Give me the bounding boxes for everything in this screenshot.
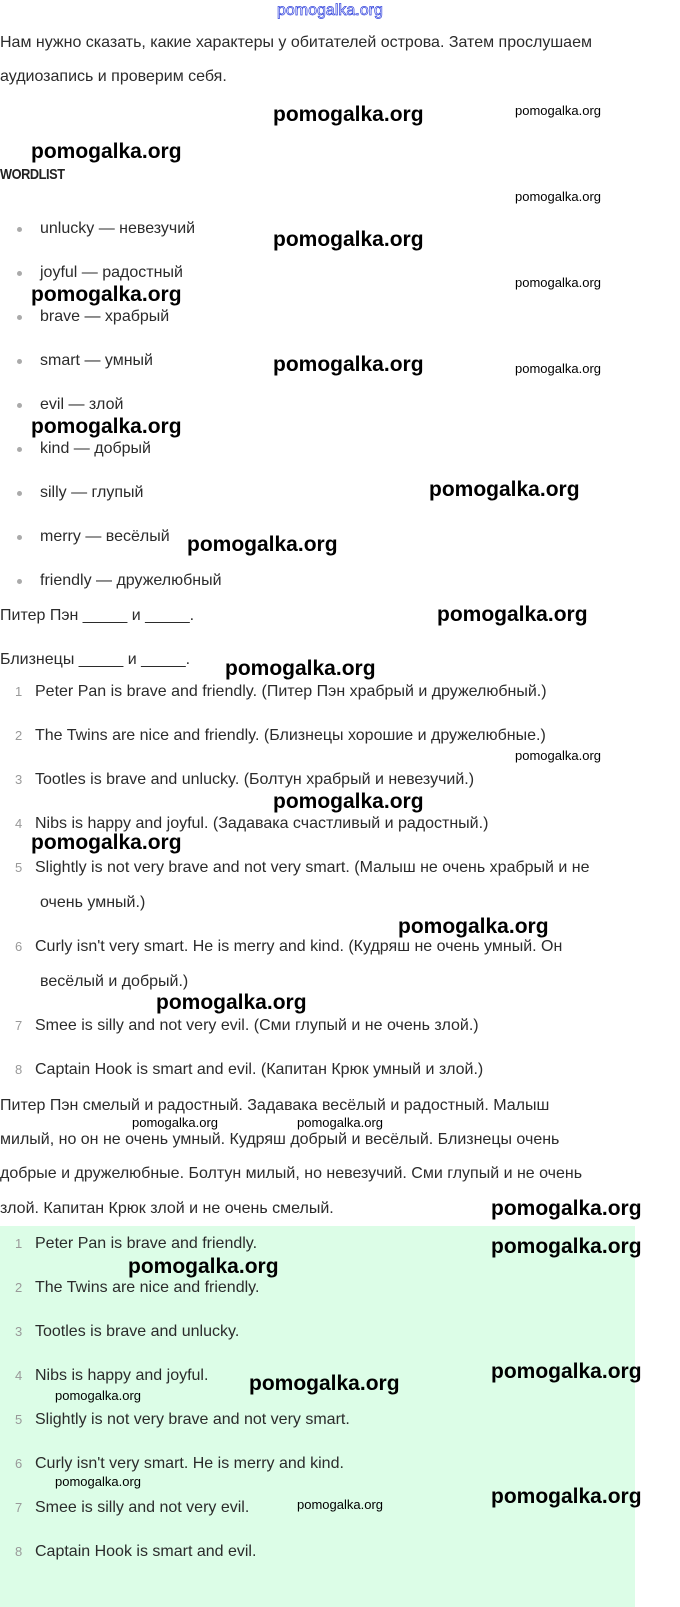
wordlist-heading: WORDLIST [0,166,65,183]
watermark-text: pomogalka.org [31,415,182,438]
watermark-text: pomogalka.org [515,748,601,763]
summary-text: милый, но он не очень умный. Кудряш добрый и весёлый. Близнецы очень [0,1131,560,1148]
word-item: smart — умный [40,352,153,369]
item-number: 4 [15,1368,23,1383]
answer-item: Tootles is brave and unlucky. (Болтун храбрый и невезучий.) [35,771,475,788]
watermark-text: pomogalka.org [225,657,376,680]
intro-text: аудиозапись и проверим себя. [0,68,227,85]
answer-item: Nibs is happy and joyful. (Задавака счастливый и радостный.) [35,815,489,832]
item-number: 5 [15,1412,23,1427]
item-number: 1 [15,1236,23,1251]
watermark-text: pomogalka.org [429,478,580,501]
watermark-text: pomogalka.org [187,533,338,556]
watermark-text: pomogalka.org [128,1255,279,1278]
bullet-icon [17,315,22,320]
watermark-text: pomogalka.org [491,1485,642,1508]
watermark-text: pomogalka.org [273,103,424,126]
item-number: 7 [15,1018,23,1033]
watermark-text: pomogalka.org [273,353,424,376]
answer-item: Peter Pan is brave and friendly. (Питер Пэн храбрый и дружелюбный.) [35,683,547,700]
bullet-icon [17,403,22,408]
word-item: evil — злой [40,396,124,413]
answer-item: Peter Pan is brave and friendly. [35,1235,258,1252]
item-number: 6 [15,939,23,954]
summary-text: злой. Капитан Крюк злой и не очень смелый. [0,1200,334,1217]
item-number: 2 [15,728,23,743]
watermark-text: pomogalka.org [31,140,182,163]
bullet-icon [17,535,22,540]
word-item: silly — глупый [40,484,144,501]
answer-item: Smee is silly and not very evil. [35,1499,250,1516]
item-number: 5 [15,860,23,875]
watermark-text: pomogalka.org [55,1388,141,1403]
answer-item: Tootles is brave and unlucky. [35,1323,240,1340]
watermark-text: pomogalka.org [515,103,601,118]
answer-item: The Twins are nice and friendly. (Близнецы хорошие и дружелюбные.) [35,727,546,744]
word-item: friendly — дружелюбный [40,572,222,589]
summary-text: добрые и дружелюбные. Болтун милый, но невезучий. Сми глупый и не очень [0,1165,583,1182]
answer-item: Curly isn't very smart. He is merry and kind. [35,1455,344,1472]
item-number: 8 [15,1062,23,1077]
item-number: 3 [15,772,23,787]
word-item: kind — добрый [40,440,151,457]
watermark-text: pomogalka.org [515,275,601,290]
answer-item: Slightly is not very brave and not very smart. (Малыш не очень храбрый и не [35,859,590,876]
bullet-icon [17,359,22,364]
bullet-icon [17,579,22,584]
watermark-text: pomogalka.org [273,228,424,251]
watermark-text: pomogalka.org [491,1360,642,1383]
item-number: 1 [15,684,23,699]
item-number: 4 [15,816,23,831]
item-number: 7 [15,1500,23,1515]
answer-item: The Twins are nice and friendly. [35,1279,260,1296]
gap-sentence: Питер Пэн _____ и _____. [0,607,195,624]
watermark-text: pomogalka.org [491,1197,642,1220]
watermark-text: pomogalka.org [491,1235,642,1258]
watermark-text: pomogalka.org [515,361,601,376]
watermark-text: pomogalka.org [398,915,549,938]
answer-item: весёлый и добрый.) [40,973,189,990]
word-item: joyful — радостный [40,264,183,281]
item-number: 6 [15,1456,23,1471]
watermark-text: pomogalka.org [277,2,383,19]
intro-text: Нам нужно сказать, какие характеры у обитателей острова. Затем прослушаем [0,34,592,51]
bullet-icon [17,447,22,452]
watermark-text: pomogalka.org [156,991,307,1014]
answer-item: Smee is silly and not very evil. (Сми глупый и не очень злой.) [35,1017,479,1034]
watermark-text: pomogalka.org [249,1372,400,1395]
watermark-text: pomogalka.org [55,1474,141,1489]
item-number: 8 [15,1544,23,1559]
answer-item: Captain Hook is smart and evil. (Капитан Крюк умный и злой.) [35,1061,484,1078]
watermark-text: pomogalka.org [273,790,424,813]
answer-item: Captain Hook is smart and evil. [35,1543,257,1560]
word-item: brave — храбрый [40,308,170,325]
summary-text: Питер Пэн смелый и радостный. Задавака весёлый и радостный. Малыш [0,1097,550,1114]
watermark-text: pomogalka.org [437,603,588,626]
watermark-text: pomogalka.org [31,283,182,306]
item-number: 3 [15,1324,23,1339]
watermark-text: pomogalka.org [31,831,182,854]
gap-sentence: Близнецы _____ и _____. [0,651,191,668]
answer-item: Nibs is happy and joyful. [35,1367,209,1384]
bullet-icon [17,271,22,276]
answer-item: очень умный.) [40,894,146,911]
bullet-icon [17,491,22,496]
answer-item: Slightly is not very brave and not very smart. [35,1411,350,1428]
answer-item: Curly isn't very smart. He is merry and kind. (Кудряш не очень умный. Он [35,938,563,955]
watermark-text: pomogalka.org [132,1115,218,1130]
watermark-text: pomogalka.org [297,1497,383,1512]
item-number: 2 [15,1280,23,1295]
watermark-text: pomogalka.org [515,189,601,204]
word-item: merry — весёлый [40,528,170,545]
watermark-text: pomogalka.org [297,1115,383,1130]
word-item: unlucky — невезучий [40,220,196,237]
bullet-icon [17,227,22,232]
